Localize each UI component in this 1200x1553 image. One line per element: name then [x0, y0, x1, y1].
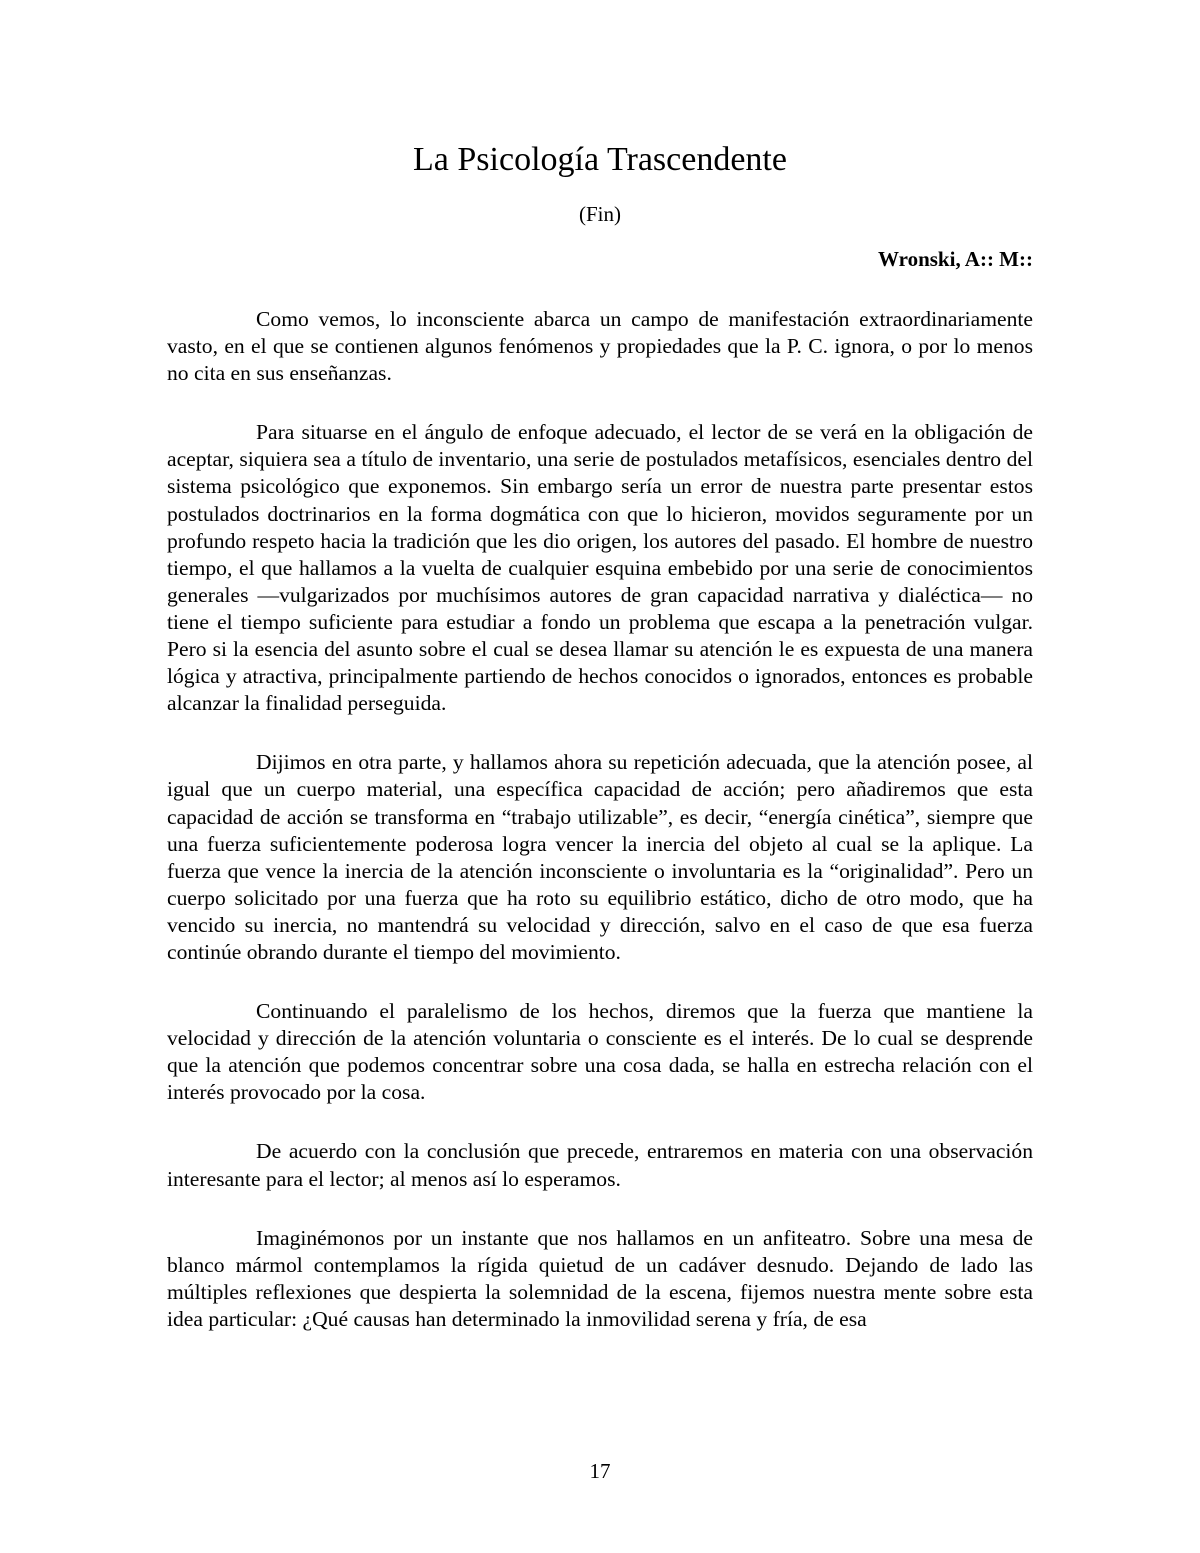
- paragraph: Como vemos, lo inconsciente abarca un campo de manifestación extraordinariamente vasto, en el que se contienen algunos fenómenos y propiedades que la P. C. ignora, o por lo menos no cita en sus enseñanzas.: [167, 307, 1033, 386]
- paragraph: De acuerdo con la conclusión que precede, entraremos en materia con una observación interesante para el lector; al menos así lo esperamos.: [167, 1139, 1033, 1191]
- paragraph: Para situarse en el ángulo de enfoque adecuado, el lector de se verá en la obligación de aceptar, siquiera sea a título de inventario, una serie de postulados metafísicos, esenciales dentro del sistema psicológico que exponemos. Sin embargo sería un error de nuestra parte presentar estos postulados doctrinarios en la forma dogmática con que lo hicieron, movidos seguramente por un profundo respeto hacia la tradición que les dio origen, los autores del pasado. El hombre de nuestro tiempo, el que hallamos a la vuelta de cualquier esquina embebido por una serie de conocimientos generales —vulgarizados por muchísimos autores de gran capacidad narrativa y dialéctica— no tiene el tiempo suficiente para estudiar a fondo un problema que escapa a la penetración vulgar. Pero si la esencia del asunto sobre el cual se desea llamar su atención le es expuesta de una manera lógica y atractiva, principalmente partiendo de hechos conocidos o ignorados, entonces es probable alcanzar la finalidad perseguida.: [167, 420, 1033, 716]
- page-number: 17: [589, 1459, 611, 1483]
- document-body: [167, 306, 1033, 1365]
- paragraph: Continuando el paralelismo de los hechos, diremos que la fuerza que mantiene la velocidad y dirección de la atención voluntaria o consciente es el interés. De lo cual se desprende que la atención que podemos concentrar sobre una cosa dada, se halla en estrecha relación con el interés provocado por la cosa.: [167, 999, 1033, 1105]
- paragraph: Imaginémonos por un instante que nos hallamos en un anfiteatro. Sobre una mesa de blanco mármol contemplamos la rígida quietud de un cadáver desnudo. Dejando de lado las múltiples reflexiones que despierta la solemnidad de la escena, fijemos nuestra mente sobre esta idea particular: ¿Qué causas han determinado la inmovilidad serena y fría, de esa: [167, 1225, 1033, 1331]
- author-name: Wronski, A:: M::: [878, 247, 1033, 271]
- document-subtitle: (Fin): [579, 202, 621, 226]
- document-title: La Psicología Trascendente: [413, 141, 787, 178]
- paragraph: Dijimos en otra parte, y hallamos ahora su repetición adecuada, que la atención posee, al igual que un cuerpo material, una específica capacidad de acción; pero añadiremos que esta capacidad de acción se transforma en “trabajo utilizable”, es decir, “energía cinética”, siempre que una fuerza suficientemente poderosa logra vencer la inercia del objeto al cual se la aplique. La fuerza que vence la inercia de la atención inconsciente o involuntaria es la “originalidad”. Pero un cuerpo solicitado por una fuerza que ha roto su equilibrio estático, dicho de otro modo, que ha vencido su inercia, no mantendrá su velocidad y dirección, salvo en el caso de que esa fuerza continúe obrando durante el tiempo del movimiento.: [167, 750, 1033, 964]
